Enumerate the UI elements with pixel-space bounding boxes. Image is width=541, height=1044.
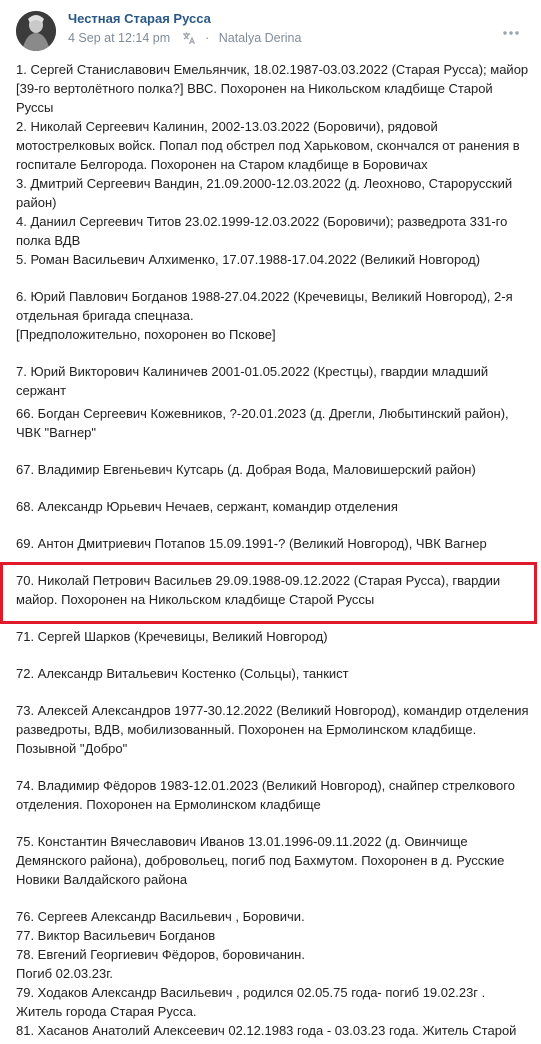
list-item: 2. Николай Сергеевич Калинин, 2002-13.03.2022 (Боровичи), рядовой мотострелковых войск. Попал под обстрел под Харьковом, скончался от ранения в госпитале Белгорода. Похоронен на Старом кладбище в Боровичах xyxy=(16,119,520,172)
list-item: 73. Алексей Александров 1977-30.12.2022 (Великий Новгород), командир отделения разведроты, ВДВ, мобилизованный. Похоронен на Ермолинском кладбище. Позывной "Добро" xyxy=(16,703,529,756)
list-item: 77. Виктор Васильевич Богданов xyxy=(16,928,216,943)
post-text xyxy=(16,60,531,1040)
list-item: 7. Юрий Викторович Калиничев 2001-01.05.2022 (Крестцы), гвардии младший сержант xyxy=(16,364,489,398)
list-item: 75. Константин Вячеславович Иванов 13.01.1996-09.11.2022 (д. Овинчище Демянского района), добровольец, погиб под Бахмутом. Похоронен в д. Русские Новики Валдайского района xyxy=(16,834,505,887)
list-item-highlighted: 70. Николай Петрович Васильев 29.09.1988-09.12.2022 (Старая Русса), гвардии майор. Похоронен на Никольском кладбище Старой Руссы xyxy=(16,573,501,607)
post-header xyxy=(0,0,541,60)
list-item: [Предположительно, похоронен во Пскове] xyxy=(16,327,276,342)
list-item: 3. Дмитрий Сергеевич Вандин, 21.09.2000-12.03.2022 (д. Леохново, Старорусский район) xyxy=(16,176,513,210)
list-item: 78. Евгений Георгиевич Фёдоров, боровичанин. xyxy=(16,947,305,962)
post-date[interactable]: 4 Sep at 12:14 pm xyxy=(68,31,171,45)
list-item: 68. Александр Юрьевич Нечаев, сержант, командир отделения xyxy=(16,499,398,514)
list-item: 76. Сергеев Александр Васильевич , Боровичи. xyxy=(16,909,305,924)
list-item: 74. Владимир Фёдоров 1983-12.01.2023 (Великий Новгород), снайпер стрелкового отделения. Похоронен на Ермолинском кладбище xyxy=(16,778,515,812)
list-item: 66. Богдан Сергеевич Кожевников, ?-20.01.2023 (д. Дрегли, Любытинский район), ЧВК "Вагнер" xyxy=(16,406,509,440)
post-author[interactable]: Natalya Derina xyxy=(218,31,302,45)
more-dots-icon[interactable] xyxy=(503,22,519,40)
list-item: 5. Роман Васильевич Алхименко, 17.07.1988-17.04.2022 (Великий Новгород) xyxy=(16,252,481,267)
list-item: 81. Хасанов Анатолий Алексеевич 02.12.1983 года - 03.03.23 года. Житель Старой xyxy=(16,1023,517,1038)
list-item: 69. Антон Дмитриевич Потапов 15.09.1991-? (Великий Новгород), ЧВК Вагнер xyxy=(16,536,487,551)
list-item: 67. Владимир Евгеньевич Кутсарь (д. Добрая Вода, Маловишерский район) xyxy=(16,462,476,477)
list-item: 71. Сергей Шарков (Кречевицы, Великий Новгород) xyxy=(16,629,328,644)
list-item: 1. Сергей Станиславович Емельянчик, 18.02.1987-03.03.2022 (Старая Русса); майор [39-го вертолётного полка?] ВВС. Похоронен на Никольском кладбище Старой Руссы xyxy=(16,62,529,115)
list-item: Житель города Старая Русса. xyxy=(16,1004,197,1019)
list-item: 79. Ходаков Александр Васильевич , родился 02.05.75 года- погиб 19.02.23г . xyxy=(16,985,486,1000)
post-meta xyxy=(68,31,301,48)
list-item: 4. Даниил Сергеевич Титов 23.02.1999-12.03.2022 (Боровичи); разведрота 331-го полка ВДВ xyxy=(16,214,508,248)
list-item: 6. Юрий Павлович Богданов 1988-27.04.2022 (Кречевицы, Великий Новгород), 2-я отдельная бригада спецназа. xyxy=(16,289,513,323)
meta-separator: · xyxy=(205,31,210,45)
list-item: 72. Александр Витальевич Костенко (Сольцы), танкист xyxy=(16,666,349,681)
highlight-frame xyxy=(0,562,537,624)
translate-icon[interactable] xyxy=(182,31,196,48)
group-avatar[interactable] xyxy=(16,11,56,51)
group-name-link[interactable]: Честная Старая Русса xyxy=(68,11,211,26)
list-item: Погиб 02.03.23г. xyxy=(16,966,114,981)
